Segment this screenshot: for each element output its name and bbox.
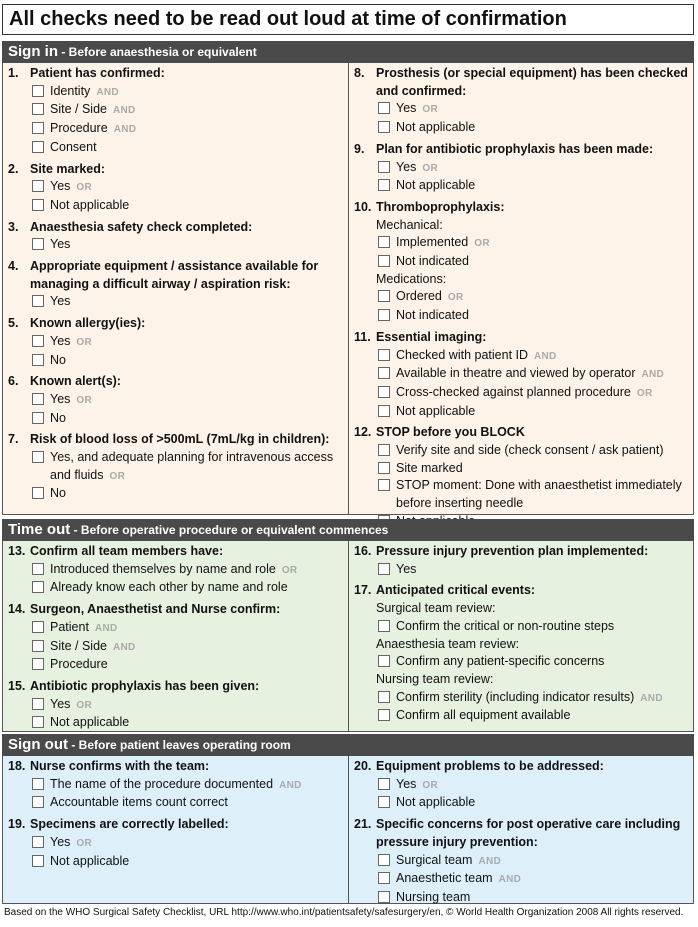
sign-in-heading: Sign in	[8, 43, 58, 60]
checklist-option	[354, 618, 690, 636]
checkbox[interactable]	[32, 335, 44, 347]
checkbox[interactable]	[378, 479, 390, 491]
option-label: Yes	[396, 776, 417, 791]
checklist-question	[8, 373, 344, 391]
question-text: Nurse confirms with the team:	[30, 759, 210, 773]
option-conjunction: AND	[279, 779, 302, 791]
option-label: Yes	[50, 179, 71, 194]
option-label: Yes	[50, 237, 71, 252]
checkbox[interactable]	[378, 796, 390, 808]
checklist-option	[354, 177, 690, 195]
time-out-right-column	[354, 543, 690, 729]
option-conjunction: OR	[422, 162, 439, 174]
checkbox[interactable]	[32, 199, 44, 211]
option-label: Not applicable	[50, 197, 130, 212]
checklist-item	[8, 678, 344, 732]
option-label: Confirm any patient-specific concerns	[396, 654, 605, 669]
checklist-question	[354, 758, 690, 776]
checklist-item	[354, 543, 690, 578]
sign-out-subheading: - Before patient leaves operating room	[68, 738, 291, 752]
option-conjunction: OR	[76, 182, 93, 194]
item-number: 18.	[8, 759, 26, 773]
checklist-option	[8, 834, 344, 853]
checkbox[interactable]	[32, 581, 44, 593]
checkbox[interactable]	[32, 103, 44, 115]
question-text: Thromboprophylaxis:	[376, 199, 505, 214]
checkbox[interactable]	[378, 236, 390, 248]
question-text: Anaesthesia safety check completed:	[30, 219, 253, 234]
item-number: 19.	[8, 817, 26, 832]
checkbox[interactable]	[32, 354, 44, 366]
option-conjunction: AND	[96, 86, 119, 98]
option-label: Nursing team	[396, 889, 471, 904]
option-label: Checked with patient ID	[396, 347, 529, 362]
item-number: 7.	[8, 432, 19, 447]
checklist-option	[8, 656, 344, 674]
option-conjunction: OR	[76, 394, 93, 406]
option-conjunction: OR	[109, 470, 126, 482]
option-label: Patient	[50, 619, 89, 634]
question-text: Site marked:	[30, 161, 106, 176]
option-label: Verify site and side (check consent / ask patient)	[396, 443, 664, 458]
checklist-option	[354, 561, 690, 579]
checkbox[interactable]	[32, 698, 44, 710]
checklist-option	[354, 442, 690, 460]
checkbox[interactable]	[32, 295, 44, 307]
option-label: Yes	[50, 696, 71, 711]
checkbox[interactable]	[32, 122, 44, 134]
checkbox[interactable]	[378, 309, 390, 321]
checkbox[interactable]	[32, 778, 44, 790]
checklist-option	[8, 178, 344, 197]
checkbox[interactable]	[378, 179, 390, 191]
option-label: Not applicable	[396, 178, 476, 193]
option-label: Not applicable	[396, 403, 476, 418]
checklist-item	[354, 582, 690, 725]
checklist-question	[354, 424, 690, 442]
time-out-section	[2, 541, 694, 732]
checklist-question	[8, 678, 344, 696]
checkbox[interactable]	[32, 658, 44, 670]
checkbox[interactable]	[32, 451, 44, 463]
checklist-option	[354, 689, 690, 708]
item-number: 16.	[354, 544, 372, 558]
option-conjunction: OR	[636, 387, 653, 399]
checklist-option	[354, 347, 690, 366]
option-conjunction: OR	[76, 837, 93, 849]
title-box	[2, 4, 694, 35]
checklist-question	[354, 65, 690, 100]
checklist-option	[8, 794, 344, 812]
checklist-option	[354, 253, 690, 271]
option-conjunction: AND	[112, 641, 136, 653]
option-label: Site / Side	[50, 638, 107, 653]
checklist-option	[8, 853, 344, 871]
item-number: 8.	[354, 66, 365, 80]
checkbox[interactable]	[378, 655, 390, 667]
question-text: Specimens are correctly labelled:	[30, 817, 229, 832]
sign-in-left-column	[8, 65, 344, 507]
checkbox[interactable]	[378, 854, 390, 866]
checkbox[interactable]	[32, 640, 44, 652]
option-label: Yes	[396, 159, 417, 174]
question-text: Prosthesis (or special equipment) has been checked and confirmed:	[376, 66, 688, 98]
option-conjunction: AND	[534, 350, 557, 362]
checkbox[interactable]	[378, 563, 390, 575]
checkbox[interactable]	[378, 121, 390, 133]
option-label: Identity	[50, 83, 91, 98]
item-number: 10.	[354, 199, 372, 214]
item-number: 11.	[354, 329, 371, 344]
sign-out-section	[2, 756, 694, 904]
checklist-option	[354, 477, 690, 512]
checkbox[interactable]	[32, 716, 44, 728]
sign-out-heading: Sign out	[8, 736, 68, 753]
checklist-option	[8, 714, 344, 732]
checkbox[interactable]	[378, 444, 390, 456]
item-number: 13.	[8, 544, 26, 558]
option-label: Implemented	[396, 235, 469, 250]
item-number: 2.	[8, 161, 19, 176]
checklist-option	[354, 288, 690, 307]
checkbox[interactable]	[378, 255, 390, 267]
question-text: Known alert(s):	[30, 374, 121, 389]
footer-citation: Based on the WHO Surgical Safety Checklist, URL http://www.who.int/patientsafety/safesurgery/en, © World Health Organization 2008 All rights reserved.	[4, 907, 684, 918]
checklist-question	[354, 582, 690, 600]
checkbox[interactable]	[378, 462, 390, 474]
option-label: Confirm the critical or non-routine steps	[396, 618, 615, 633]
checkbox[interactable]	[378, 405, 390, 417]
option-label: Consent	[50, 139, 97, 154]
option-conjunction: AND	[113, 124, 137, 136]
checkbox[interactable]	[378, 891, 390, 903]
checklist-question	[8, 543, 344, 561]
option-label: Procedure	[50, 657, 108, 672]
option-conjunction: AND	[641, 369, 665, 381]
question-text: Surgeon, Anaesthetist and Nurse confirm:	[30, 602, 281, 617]
checkbox[interactable]	[32, 393, 44, 405]
checkbox[interactable]	[378, 386, 390, 398]
checklist-option	[354, 460, 690, 478]
checklist-item	[354, 141, 690, 195]
checklist-item	[8, 315, 344, 369]
time-out-subheading: - Before operative procedure or equivalent commences	[70, 523, 389, 537]
option-label: Ordered	[396, 289, 442, 304]
checklist-question	[8, 601, 344, 619]
option-conjunction: AND	[478, 855, 502, 867]
checklist-option	[8, 101, 344, 120]
question-text: Equipment problems to be addressed:	[376, 759, 604, 773]
item-number: 6.	[8, 374, 19, 389]
checkbox[interactable]	[32, 180, 44, 192]
time-out-header	[2, 519, 694, 541]
item-number: 15.	[8, 678, 26, 693]
question-text: Plan for antibiotic prophylaxis has been made:	[376, 141, 654, 156]
option-label: Not applicable	[50, 715, 130, 730]
checklist-item	[8, 601, 344, 674]
checkbox[interactable]	[32, 487, 44, 499]
option-label: Yes	[50, 391, 71, 406]
checklist-option	[354, 234, 690, 253]
checkbox[interactable]	[32, 621, 44, 633]
checklist-item	[8, 543, 344, 597]
checklist-question	[354, 816, 690, 851]
checkbox[interactable]	[32, 563, 44, 575]
option-label: Yes	[396, 101, 417, 116]
option-conjunction: OR	[474, 238, 490, 250]
option-conjunction: OR	[447, 292, 464, 304]
checklist-option	[354, 707, 690, 725]
group-label: Surgical team review:	[376, 601, 496, 616]
sign-out-header	[2, 734, 694, 756]
checklist-option	[8, 83, 344, 102]
option-label: Surgical team	[396, 852, 473, 867]
checklist-question	[8, 315, 344, 333]
checkbox[interactable]	[32, 238, 44, 250]
option-label: Yes	[50, 294, 71, 309]
question-text: Specific concerns for post operative care including pressure injury prevention:	[376, 817, 681, 849]
checklist-item	[8, 258, 344, 311]
checklist-question	[8, 161, 344, 179]
checkbox[interactable]	[378, 691, 390, 703]
checklist-item	[8, 816, 344, 870]
group-label: Anaesthesia team review:	[376, 636, 520, 651]
checklist-question	[8, 431, 344, 449]
checklist-option	[8, 236, 344, 254]
sign-in-right-column	[354, 65, 690, 535]
checklist-option	[8, 696, 344, 715]
question-text: Anticipated critical events:	[376, 583, 536, 598]
checklist-option	[8, 139, 344, 157]
sign-in-section	[2, 63, 694, 515]
checkbox[interactable]	[378, 367, 390, 379]
checklist-question	[8, 219, 344, 237]
checklist-option	[354, 870, 690, 889]
question-text: Known allergy(ies):	[30, 316, 146, 331]
checklist-option	[354, 119, 690, 137]
checklist-option	[354, 794, 690, 812]
checklist-option	[354, 159, 690, 178]
checklist-question	[8, 816, 344, 834]
option-label: Accountable items count correct	[50, 795, 228, 810]
question-text: Appropriate equipment / assistance available for managing a difficult airway / aspiration risk:	[30, 259, 319, 291]
checklist-option	[354, 365, 690, 384]
checklist-question	[354, 329, 690, 347]
option-conjunction: OR	[422, 104, 439, 116]
checklist-item	[354, 758, 690, 812]
checklist-item	[8, 431, 344, 503]
checklist-option	[354, 889, 690, 907]
option-label: No	[50, 352, 66, 367]
option-label: Confirm sterility (including indicator results)	[396, 689, 635, 704]
option-label: The name of the procedure documented	[50, 776, 274, 791]
checklist-question	[354, 199, 690, 217]
item-number: 5.	[8, 316, 19, 331]
checklist-item	[354, 329, 690, 421]
checkbox[interactable]	[378, 709, 390, 721]
option-conjunction: AND	[94, 622, 118, 634]
option-label: Already know each other by name and role	[50, 580, 288, 595]
item-gap	[8, 503, 344, 507]
question-text: Essential imaging:	[376, 329, 487, 344]
item-number: 21.	[354, 817, 372, 832]
item-number: 9.	[354, 141, 365, 156]
checklist-item	[354, 65, 690, 137]
checklist-question	[8, 258, 344, 293]
item-number: 1.	[8, 66, 19, 80]
option-conjunction: AND	[112, 105, 136, 117]
item-number: 4.	[8, 259, 19, 274]
item-number: 17.	[354, 583, 372, 598]
checkbox[interactable]	[378, 161, 390, 173]
checklist-item	[354, 816, 690, 907]
item-number: 14.	[8, 602, 26, 617]
checklist-option	[8, 449, 344, 485]
checklist-question	[8, 65, 344, 83]
checklist-option	[354, 653, 690, 671]
option-label: Procedure	[50, 121, 108, 136]
checklist-option	[8, 776, 344, 795]
checklist-question	[8, 758, 344, 776]
option-label: No	[50, 410, 66, 425]
time-out-left-column	[8, 543, 344, 736]
option-conjunction: OR	[76, 336, 93, 348]
question-text: Antibiotic prophylaxis has been given:	[30, 678, 260, 693]
group-label: Mechanical:	[376, 217, 443, 232]
checkbox[interactable]	[32, 836, 44, 848]
checkbox[interactable]	[378, 872, 390, 884]
question-text: STOP before you BLOCK	[376, 425, 525, 440]
option-conjunction: AND	[640, 692, 663, 704]
option-label: Yes	[396, 561, 417, 576]
group-label: Nursing team review:	[376, 671, 494, 686]
checklist-option	[8, 410, 344, 428]
checklist-item	[8, 65, 344, 157]
option-label: Yes	[50, 333, 71, 348]
checklist-item	[8, 219, 344, 254]
question-text: Patient has confirmed:	[30, 66, 165, 80]
question-text: Confirm all team members have:	[30, 544, 224, 558]
checklist-option	[8, 485, 344, 503]
checklist-option	[354, 403, 690, 421]
option-label: Yes, and adequate planning for intravenous access and fluids	[50, 450, 334, 482]
checklist-option	[8, 197, 344, 215]
option-label: STOP moment: Done with anaesthetist immediately before inserting needle	[396, 478, 682, 511]
option-label: Site marked	[396, 460, 463, 475]
item-gap	[354, 725, 690, 729]
option-conjunction: OR	[76, 699, 93, 711]
checklist-option	[8, 120, 344, 139]
option-label: Not indicated	[396, 254, 469, 269]
checklist-question	[354, 141, 690, 159]
group-label: Medications:	[376, 271, 447, 286]
option-label: Cross-checked against planned procedure	[396, 384, 631, 399]
checklist-item	[8, 373, 344, 427]
checklist-item	[8, 758, 344, 812]
option-label: Not applicable	[396, 795, 476, 810]
checklist-option	[8, 293, 344, 311]
item-number: 20.	[354, 759, 372, 773]
checklist-option	[354, 852, 690, 871]
checklist-option	[8, 561, 344, 580]
checkbox[interactable]	[32, 855, 44, 867]
checklist-option	[8, 352, 344, 370]
sign-in-header	[2, 41, 694, 63]
question-text: Risk of blood loss of >500mL (7mL/kg in children):	[30, 432, 330, 447]
option-label: Not applicable	[396, 120, 476, 135]
option-conjunction: AND	[498, 874, 522, 886]
checkbox[interactable]	[378, 290, 390, 302]
item-number: 3.	[8, 219, 19, 234]
time-out-heading: Time out	[8, 521, 71, 538]
option-label: Not indicated	[396, 308, 469, 323]
option-conjunction: OR	[422, 779, 439, 791]
checkbox[interactable]	[378, 620, 390, 632]
checkbox[interactable]	[32, 141, 44, 153]
checklist-option	[8, 579, 344, 597]
checkbox[interactable]	[378, 349, 390, 361]
option-label: Anaesthetic team	[396, 871, 493, 886]
checkbox[interactable]	[378, 102, 390, 114]
checklist-option	[354, 776, 690, 795]
checklist-item	[8, 161, 344, 215]
page-title: All checks need to be read out loud at time of confirmation	[9, 8, 567, 30]
option-conjunction: OR	[281, 564, 298, 576]
question-text: Pressure injury prevention plan implemented:	[376, 544, 649, 558]
option-label: Yes	[50, 834, 71, 849]
checklist-option	[8, 391, 344, 410]
option-label: Site / Side	[50, 102, 107, 117]
checkbox[interactable]	[32, 796, 44, 808]
item-number: 12.	[354, 425, 372, 440]
checklist-option	[354, 100, 690, 119]
checklist-option	[354, 307, 690, 325]
checklist-item	[354, 424, 690, 530]
checkbox[interactable]	[32, 85, 44, 97]
option-label: Confirm all equipment available	[396, 708, 571, 723]
checklist-option	[8, 333, 344, 352]
checklist-question	[354, 543, 690, 561]
option-label: Not applicable	[50, 853, 130, 868]
checklist-option	[8, 638, 344, 657]
sign-in-subheading: - Before anaesthesia or equivalent	[58, 45, 257, 59]
checklist-item	[354, 199, 690, 325]
item-gap	[8, 870, 344, 874]
sign-out-left-column	[8, 758, 344, 874]
checkbox[interactable]	[32, 412, 44, 424]
sign-out-right-column	[354, 758, 690, 911]
option-label: Introduced themselves by name and role	[50, 561, 276, 576]
checklist-option	[8, 619, 344, 638]
checklist-option	[354, 384, 690, 403]
option-label: Available in theatre and viewed by operator	[396, 366, 636, 381]
checkbox[interactable]	[378, 778, 390, 790]
option-label: No	[50, 486, 66, 501]
